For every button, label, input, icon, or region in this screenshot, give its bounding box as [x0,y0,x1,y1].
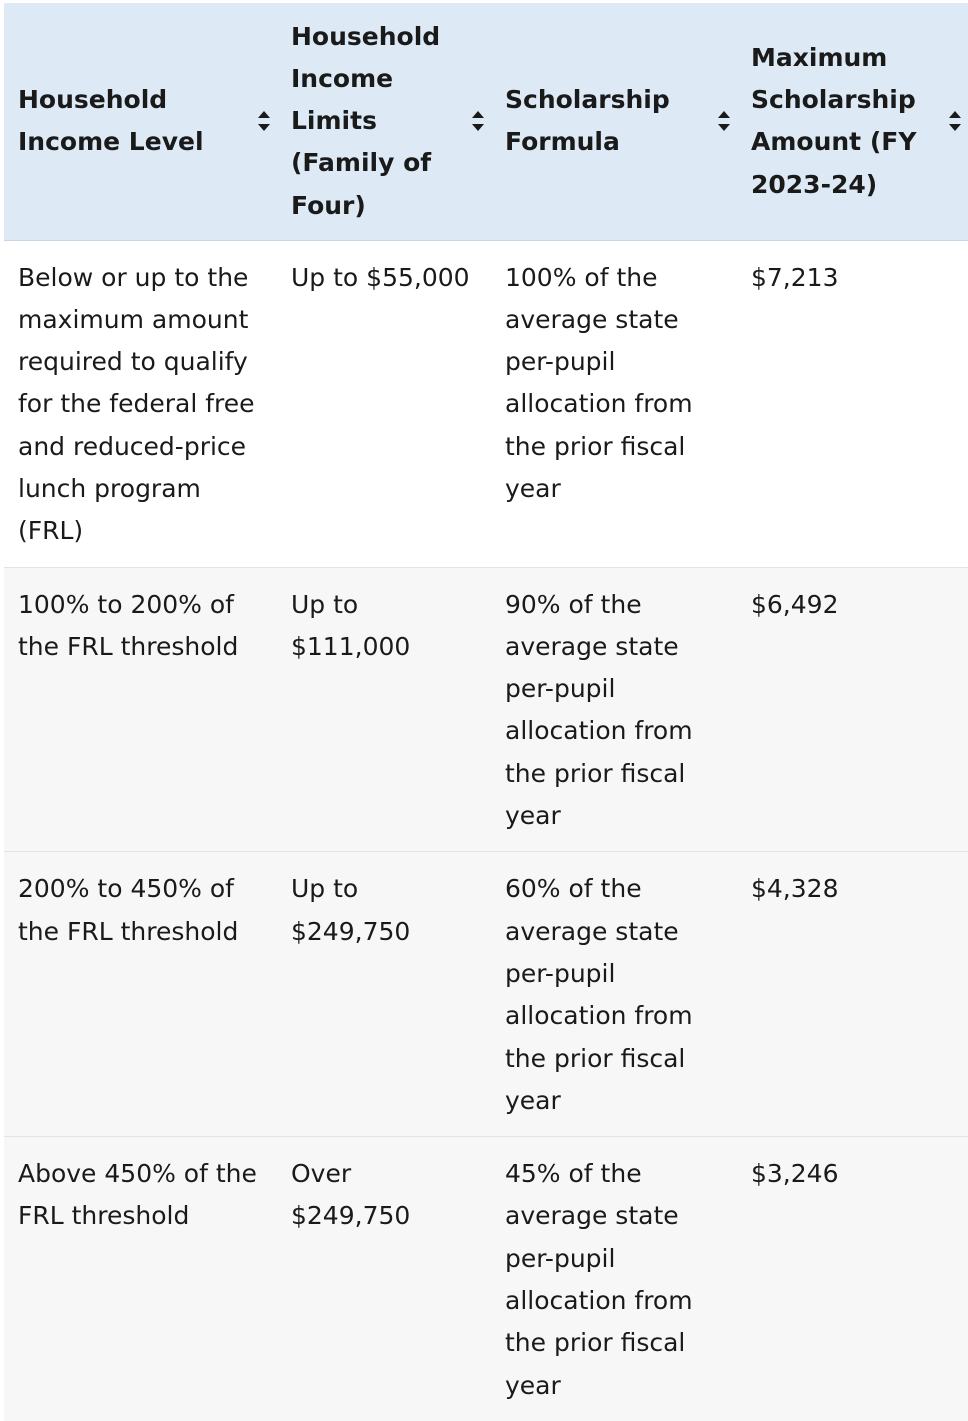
cell-max-amount: $3,246 [751,1159,839,1189]
column-header-income-limits[interactable] [277,3,491,240]
scholarship-table-container [4,3,968,1421]
column-header-label: Household Income Limits (Family of Four) [291,21,441,220]
cell-formula: 60% of the average state per-pupil allocation from the prior fiscal year [491,852,737,1137]
column-header-max-scholarship[interactable] [737,3,968,240]
table-row [4,1137,968,1421]
cell-max-amount: $4,328 [737,852,968,1137]
cell-income-level: 100% to 200% of the FRL threshold [4,567,277,852]
column-header-income-level[interactable] [4,3,277,240]
cell-max-amount: $6,492 [737,567,968,852]
cell-formula: 90% of the average state per-pupil allocation from the prior fiscal year [491,567,737,852]
table-row [4,240,968,567]
column-header-scholarship-formula[interactable] [491,3,737,240]
cell-max-amount: $7,213 [737,240,968,567]
sort-up-down-icon[interactable] [257,109,271,133]
cell-income-limit: Up to $111,000 [277,567,491,852]
sort-up-down-icon[interactable] [948,109,962,133]
table-row [4,852,968,1137]
cell-income-level: Above 450% of the FRL threshold [18,1159,257,1231]
table-header-row [4,3,968,240]
cell-income-level: 200% to 450% of the FRL threshold [4,852,277,1137]
column-header-label: Maximum Scholarship Amount (FY 2023-24) [751,42,917,199]
cell-income-limit: Over $249,750 [291,1159,411,1231]
scholarship-table [4,3,968,1421]
column-header-label: Scholarship Formula [505,84,670,157]
cell-income-limit: Up to $55,000 [277,240,491,567]
column-header-label: Household Income Level [18,84,204,157]
cell-income-limit: Up to $249,750 [277,852,491,1137]
cell-income-level: Below or up to the maximum amount required to qualify for the federal free and reduced-price lunch program (FRL) [4,240,277,567]
sort-up-down-icon[interactable] [471,109,485,133]
cell-formula: 100% of the average state per-pupil allocation from the prior fiscal year [491,240,737,567]
table-row [4,567,968,852]
sort-up-down-icon[interactable] [717,109,731,133]
cell-formula: 45% of the average state per-pupil allocation from the prior fiscal year [505,1159,693,1400]
